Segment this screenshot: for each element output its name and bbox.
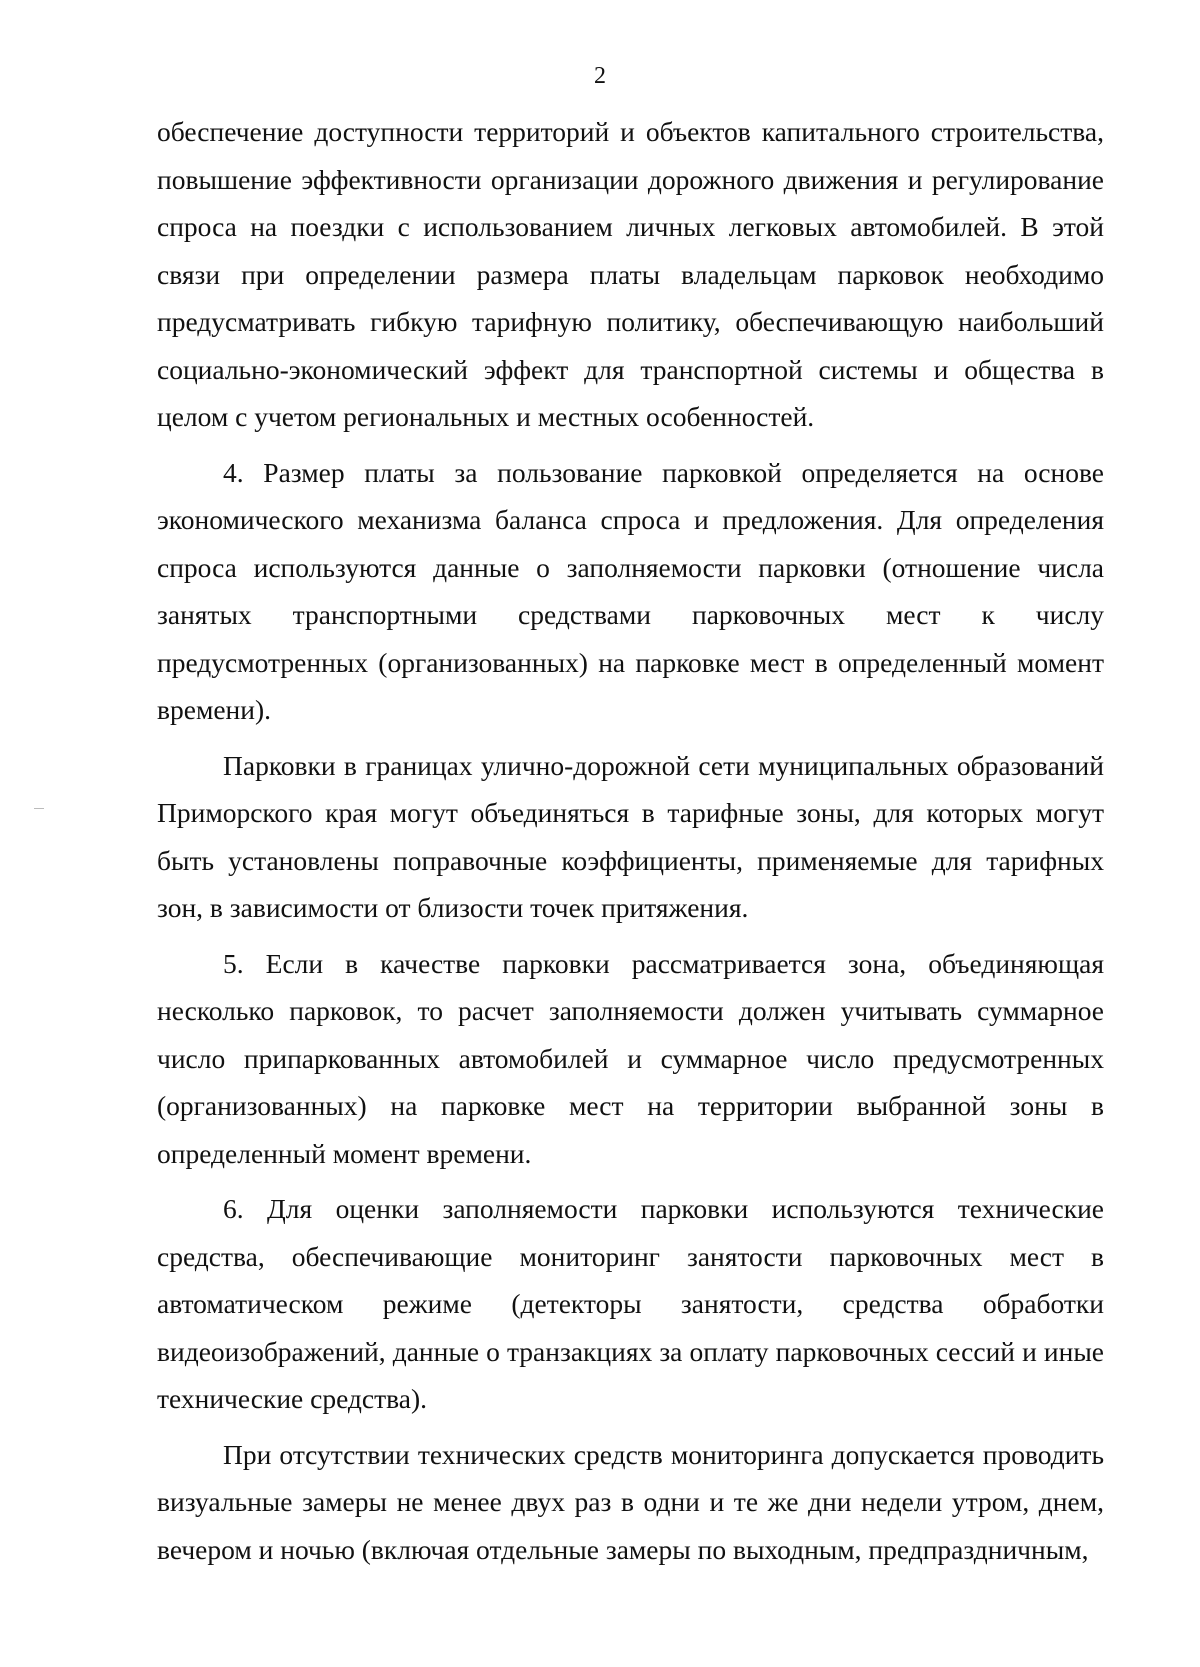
paragraph-visual-measurements: При отсутствии технических средств мониторинга допускается проводить визуальные замеры не менее двух раз в одни и те же дни недели утром, днем, вечером и ночью (включая отдельные замеры по выходным, предпраздничным, xyxy=(157,1438,1104,1565)
margin-mark xyxy=(34,808,44,809)
paragraph-item-5: 5. Если в качестве парковки рассматривается зона, объединяющая несколько парковок, то расчет заполняемости должен учитывать суммарное число припаркованных автомобилей и суммарное число предусмотренных (организованных) на парковке мест на территории выбранной зоны в определенный момент времени. xyxy=(157,947,1104,1169)
document-body xyxy=(157,108,1104,1573)
page-number: 2 xyxy=(594,63,606,89)
paragraph-item-6: 6. Для оценки заполняемости парковки используются технические средства, обеспечивающие мониторинг занятости парковочных мест в автоматическом режиме (детекторы занятости, средства обработки видеоизображений, данные о транзакциях за оплату парковочных сессий и иные технические средства). xyxy=(157,1193,1104,1414)
paragraph-tariff-zones: Парковки в границах улично-дорожной сети муниципальных образований Приморского края могут объединяться в тарифные зоны, для которых могут быть установлены поправочные коэффициенты, применяемые для тарифных зон, в зависимости от близости точек притяжения. xyxy=(157,749,1104,923)
paragraph-item-4: 4. Размер платы за пользование парковкой определяется на основе экономического механизма баланса спроса и предложения. Для определения спроса используются данные о заполняемости парковки (отношение числа занятых транспортными средствами парковочных мест к числу предусмотренных (организованных) на парковке мест в определенный момент времени). xyxy=(157,456,1104,725)
paragraph-continuation: обеспечение доступности территорий и объектов капитального строительства, повышение эффективности организации дорожного движения и регулирование спроса на поездки с использованием личных легковых автомобилей. В этой связи при определении размера платы владельцам парковок необходимо предусматривать гибкую тарифную политику, обеспечивающую наибольший социально-экономический эффект для транспортной системы и общества в целом с учетом региональных и местных особенностей. xyxy=(157,116,1104,432)
